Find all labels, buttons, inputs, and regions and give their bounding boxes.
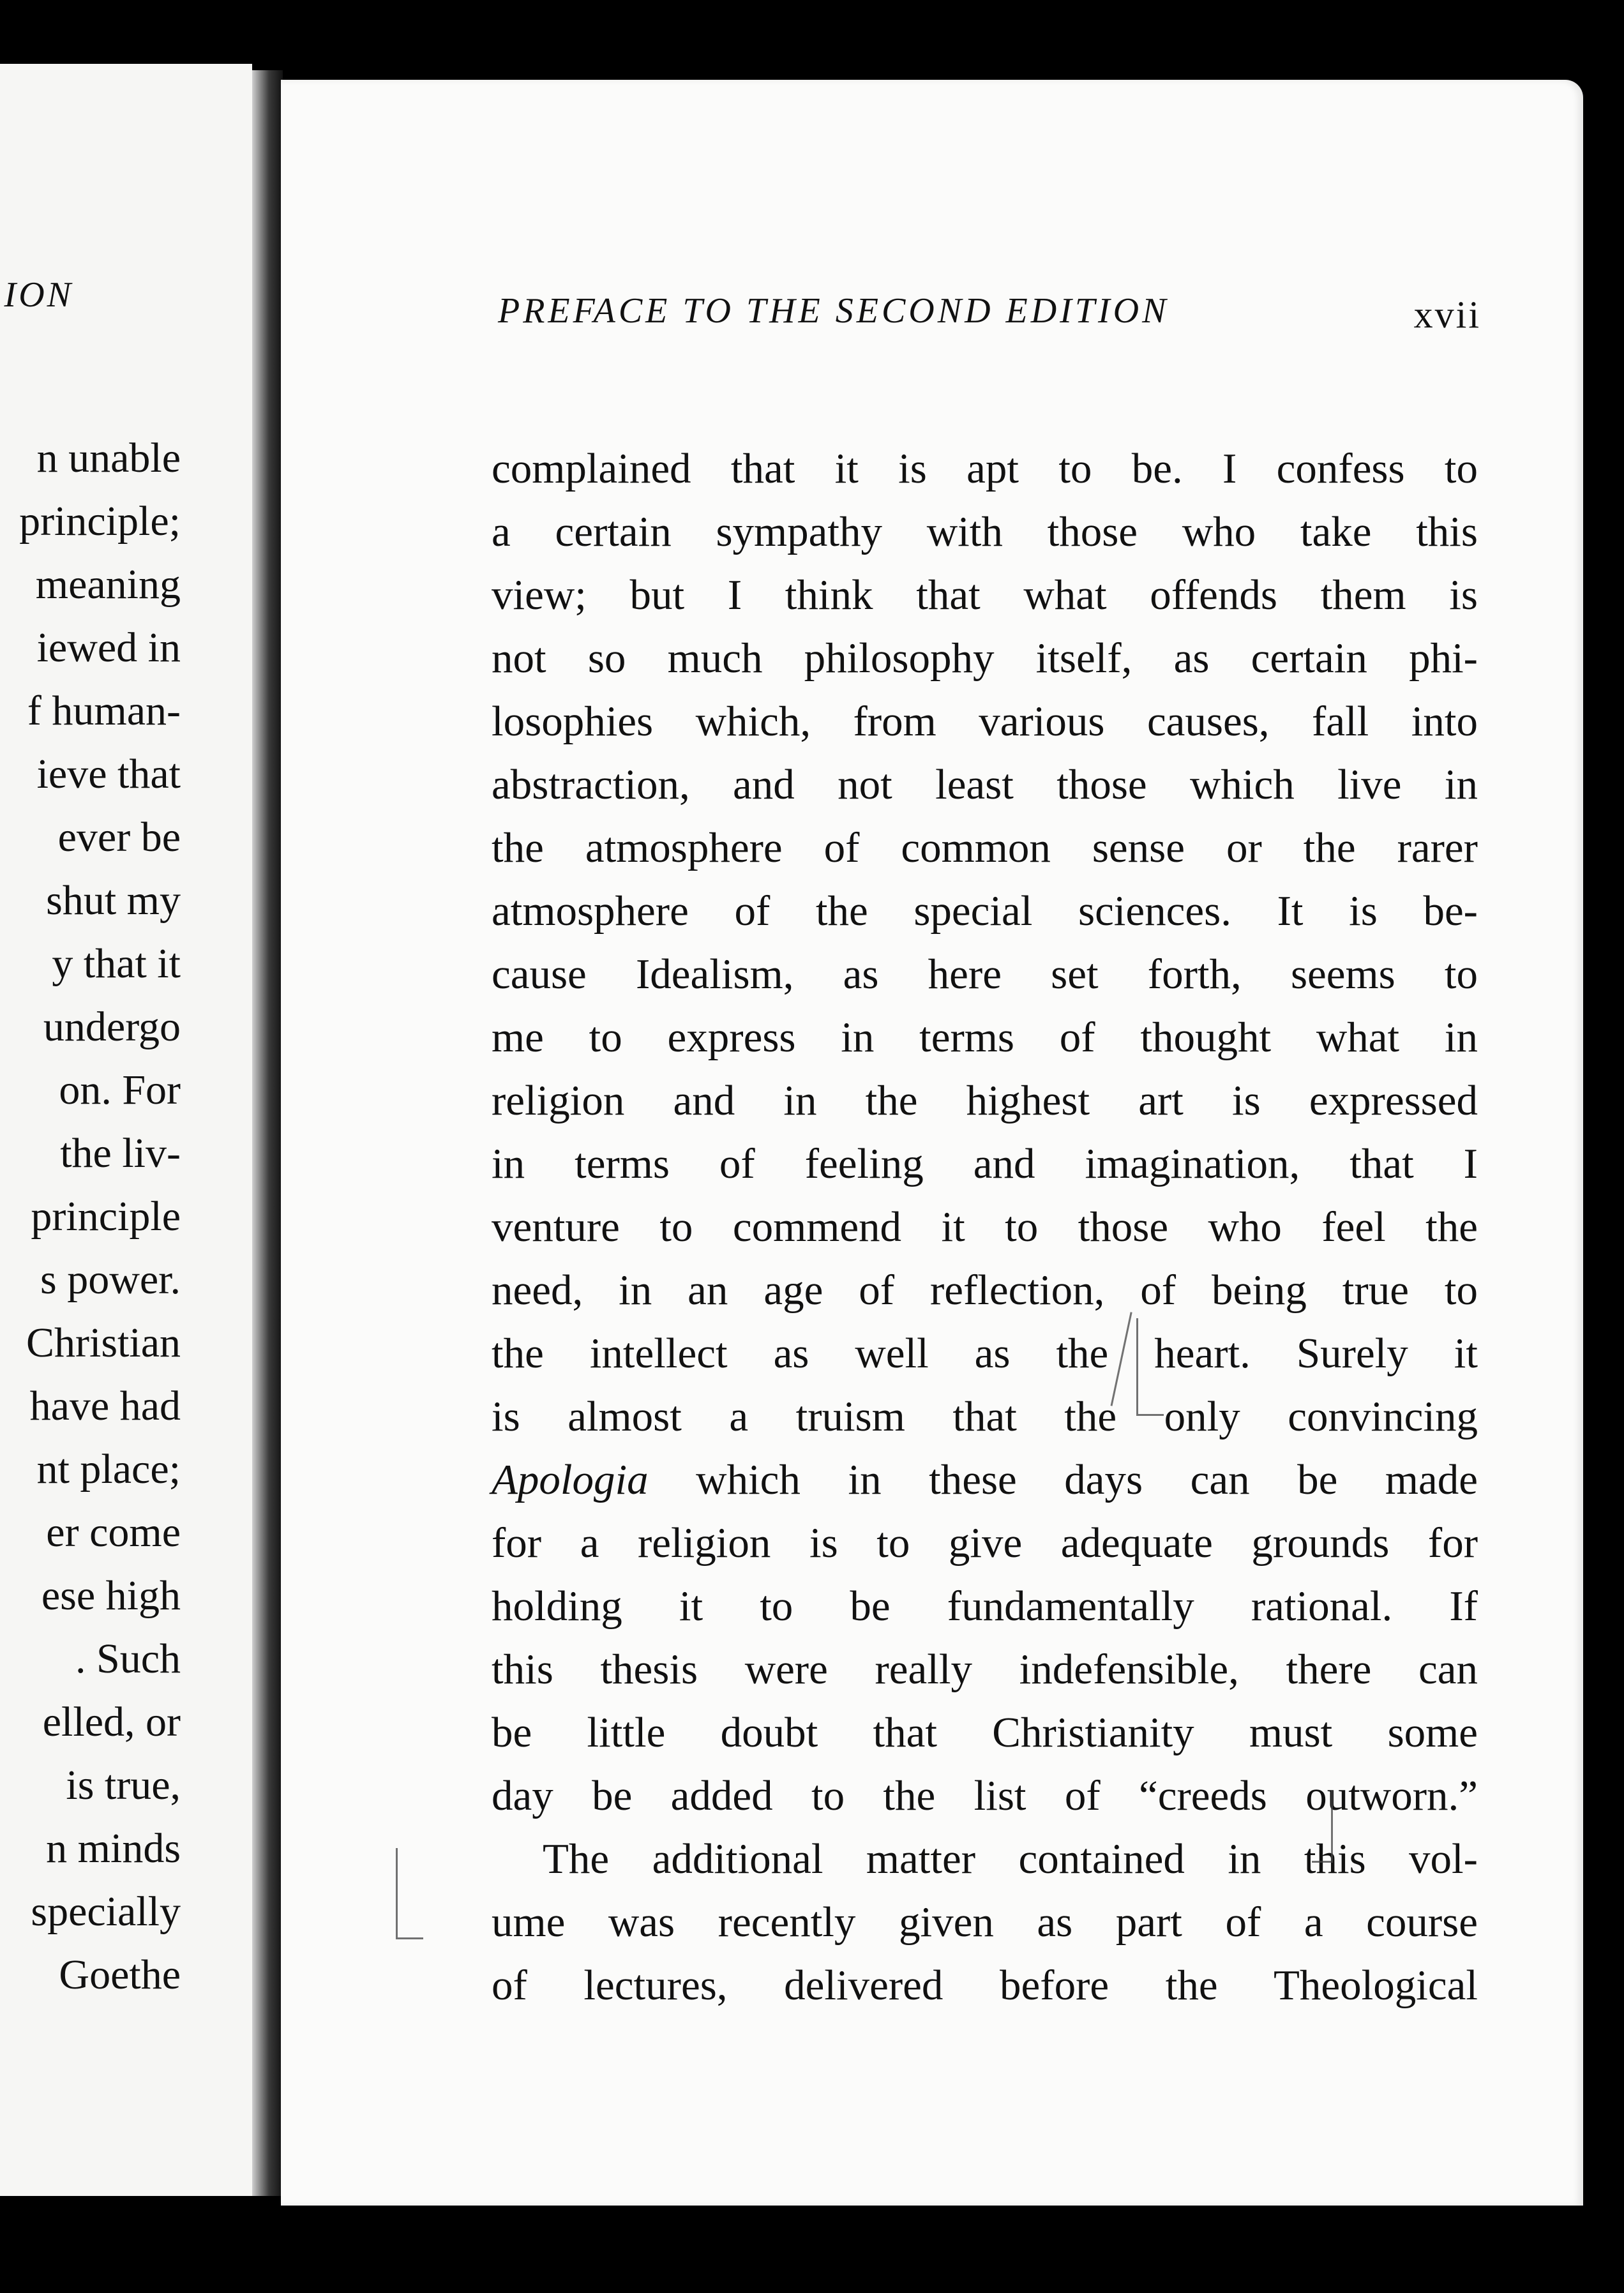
- text-line: in terms of feeling and imagination, that I: [492, 1140, 1478, 1187]
- pencil-bracket-mark: [396, 1848, 423, 1939]
- book-page: [281, 80, 1583, 2206]
- text-line: iewed in: [36, 624, 181, 671]
- text-line: is almost a truism that the only convincing: [492, 1393, 1478, 1440]
- text-line: s power.: [40, 1256, 181, 1303]
- text-line: complained that it is apt to be. I confess to: [492, 445, 1478, 492]
- text-line: losophies which, from various causes, fall into: [492, 698, 1478, 745]
- text-line: on. For: [59, 1067, 181, 1113]
- text-line: shut my: [46, 877, 181, 924]
- text-line: y that it: [52, 940, 181, 987]
- text-line: Apologia which in these days can be made: [492, 1456, 1478, 1503]
- text-line: elled, or: [42, 1699, 181, 1745]
- book-gutter-shadow: [252, 70, 283, 2196]
- running-head: [498, 290, 1481, 342]
- page-number: xvii: [1413, 294, 1481, 336]
- pencil-bracket-mark: [1312, 1791, 1333, 1863]
- text-line: f human-: [27, 688, 181, 734]
- text-line: specially: [31, 1888, 181, 1935]
- text-line: cause Idealism, as here set forth, seems to: [492, 951, 1478, 998]
- text-line: abstraction, and not least those which live in: [492, 761, 1478, 808]
- text-line: this thesis were really indefensible, there can: [492, 1646, 1478, 1693]
- text-line: religion and in the highest art is expressed: [492, 1077, 1478, 1124]
- text-line: meaning: [35, 561, 181, 608]
- text-line: of lectures, delivered before the Theological: [492, 1962, 1478, 2009]
- text-line: principle: [31, 1193, 181, 1240]
- text-line: have had: [29, 1383, 181, 1429]
- page-body-text: [492, 437, 1478, 2017]
- text-line: nt place;: [36, 1446, 181, 1492]
- text-line: the intellect as well as the heart. Surely it: [492, 1330, 1478, 1377]
- text-line: n minds: [46, 1825, 181, 1872]
- text-line: view; but I think that what offends them is: [492, 571, 1478, 619]
- text-line: ieve that: [36, 751, 181, 797]
- italic-title-apologia: Apologia: [492, 1456, 649, 1503]
- text-line: undergo: [43, 1004, 181, 1050]
- text-line: ese high: [41, 1572, 181, 1619]
- text-line: a certain sympathy with those who take this: [492, 508, 1478, 555]
- text-line: . Such: [75, 1635, 181, 1682]
- text-line: ever be: [57, 814, 181, 861]
- text-line: atmosphere of the special sciences. It is be-: [492, 887, 1478, 935]
- text-line: Goethe: [59, 1951, 181, 1998]
- previous-page-fragment: [0, 64, 252, 2196]
- text-line: venture to commend it to those who feel the: [492, 1203, 1478, 1251]
- text-line: er come: [46, 1509, 181, 1556]
- text-line: Christian: [26, 1319, 181, 1366]
- text-line: principle;: [19, 498, 181, 545]
- text-line-paragraph-start: The additional matter contained in this vol-: [543, 1835, 1478, 1883]
- text-line: be little doubt that Christianity must some: [492, 1709, 1478, 1756]
- pencil-bracket-mark: [1136, 1318, 1164, 1416]
- text-line: holding it to be fundamentally rational. If: [492, 1583, 1478, 1630]
- text-line: the liv-: [60, 1130, 181, 1177]
- text-line: me to express in terms of thought what in: [492, 1014, 1478, 1061]
- text-line: ume was recently given as part of a course: [492, 1898, 1478, 1946]
- text-line: the atmosphere of common sense or the rarer: [492, 824, 1478, 871]
- previous-page-running-head: ION: [4, 275, 73, 315]
- running-head-title: PREFACE TO THE SECOND EDITION: [498, 291, 1169, 331]
- text-line: day be added to the list of “creeds outworn.”: [492, 1772, 1478, 1819]
- text-line: for a religion is to give adequate grounds for: [492, 1519, 1478, 1567]
- previous-page-text: [19, 426, 181, 2006]
- text-line: need, in an age of reflection, of being true to: [492, 1267, 1478, 1314]
- text-line: n unable: [36, 435, 181, 481]
- text-line: is true,: [66, 1762, 181, 1808]
- text-line: not so much philosophy itself, as certain phi-: [492, 635, 1478, 682]
